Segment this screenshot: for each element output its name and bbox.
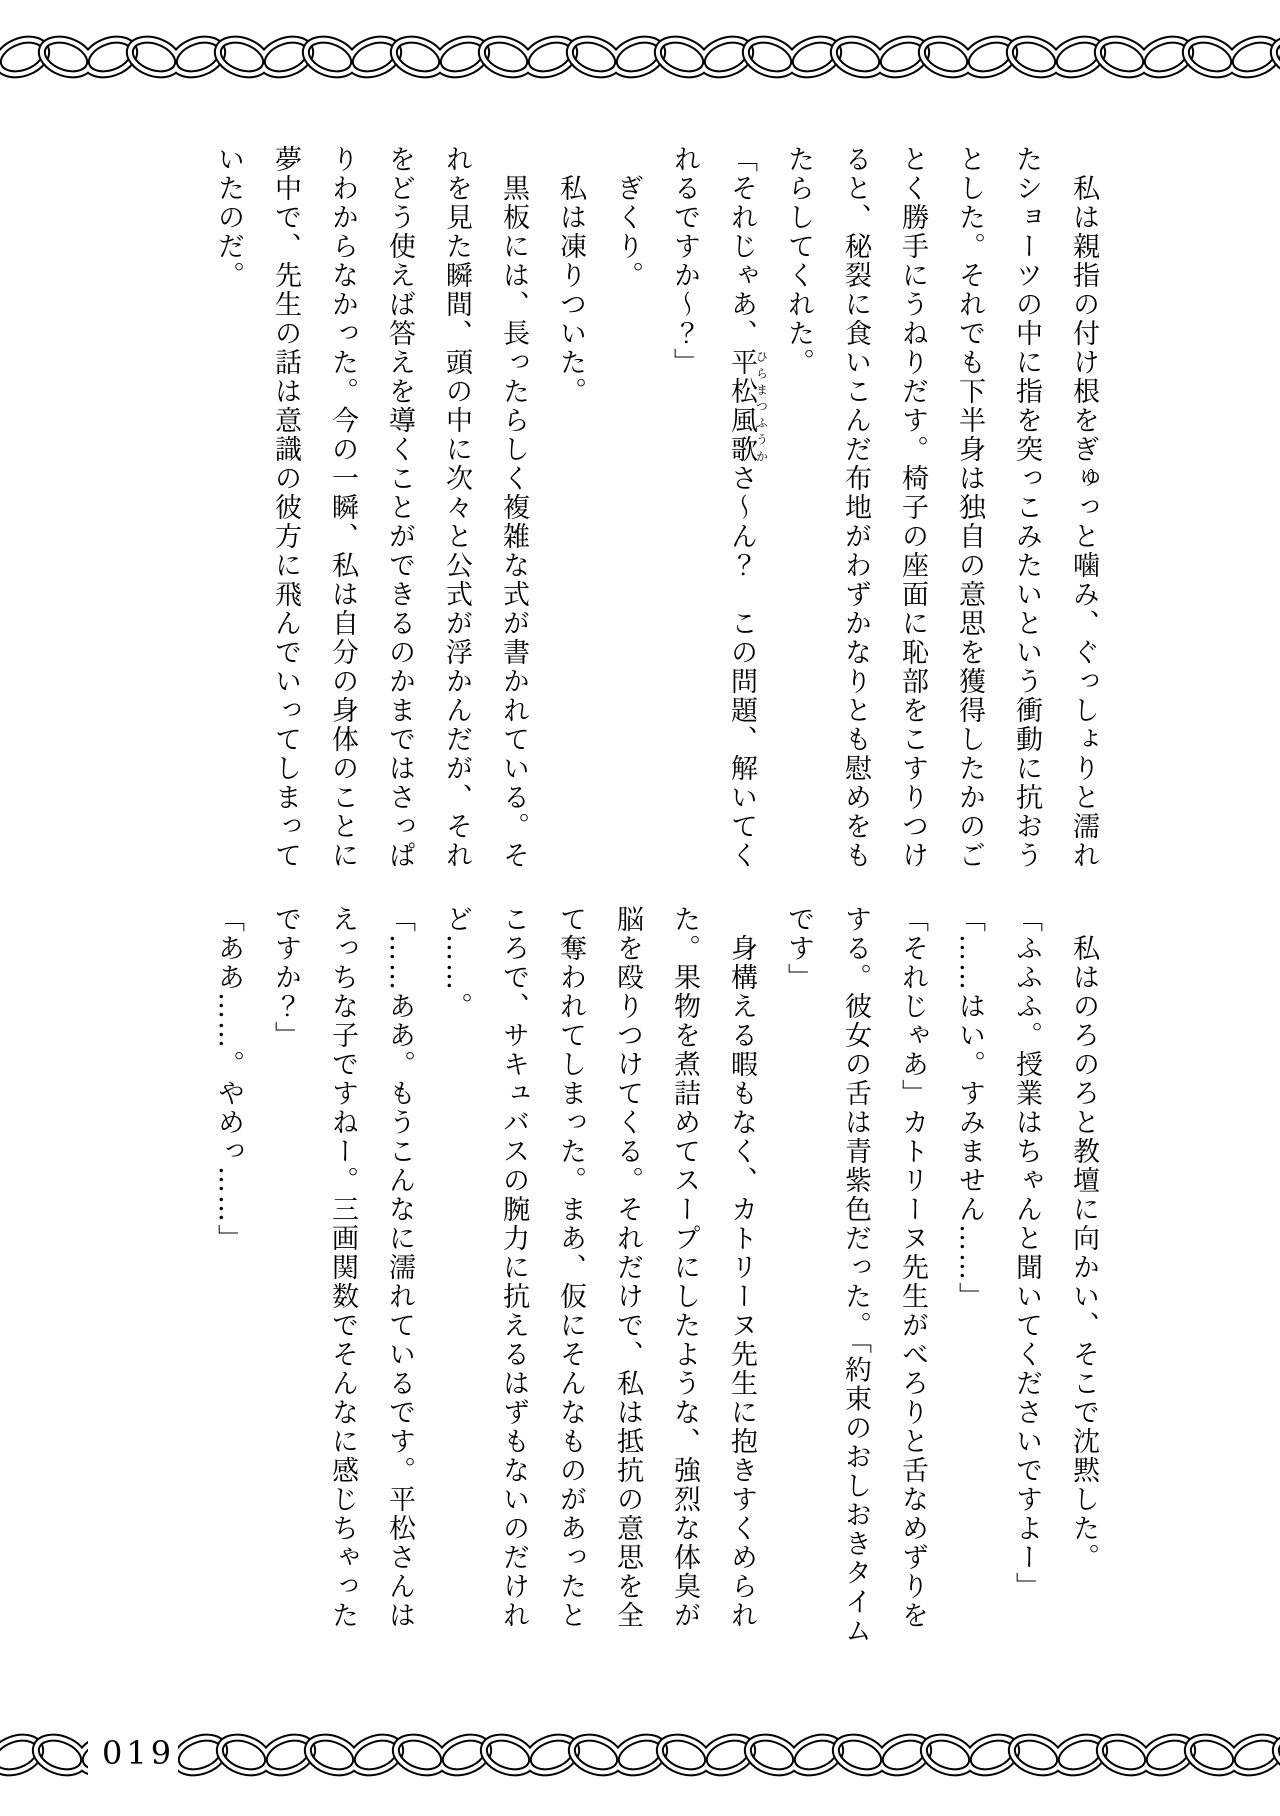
page-number: 019 (102, 1734, 176, 1772)
text-line: た。果物を煮詰めてスープにしたような、強烈な体臭が (669, 905, 700, 1630)
text-line: する。彼女の舌は青紫色だった。「約束のおしおきタイム (840, 905, 871, 1646)
text-line: 夢中で、先生の話は意識の彼方に飛んでいってしまって (270, 145, 301, 870)
text-line: て奪われてしまった。まあ、仮にそんなものがあったと (555, 905, 586, 1630)
text-line: 「それじゃあ」カトリーヌ先生がべろりと舌なめずりを (897, 905, 928, 1630)
text-line: 私は凍りついた。 (555, 174, 586, 406)
text-line: です」 (783, 905, 814, 992)
text-line: 「ふふふ。授業はちゃんと聞いてくださいですよー」 (1011, 905, 1042, 1601)
text-line: 「それじゃあ、平松風歌ひらまつふうかさ〜ん？ この問題、解いてく (726, 145, 769, 870)
text-line: ころで、サキュバスの腕力に抗えるはずもないのだけれ (498, 905, 529, 1630)
text-line: 「ああ……。やめっ……」 (213, 905, 244, 1253)
top-text-block (200, 145, 1112, 872)
text-line: いたのだ。 (213, 145, 244, 290)
text-line: りわからなかった。今の一瞬、私は自分の身体のことに (327, 145, 358, 870)
chain-ornament-bottom-left (0, 1728, 88, 1782)
text-line: 脳を殴りつけてくる。それだけで、私は抵抗の意思を全 (612, 905, 643, 1630)
text-line: とした。それでも下半身は独自の意思を獲得したかのご (954, 145, 985, 870)
text-line: 「……ああ。もうこんなに濡れているです。平松さんは (384, 905, 415, 1630)
text-line: 私はのろのろと教壇に向かい、そこで沈黙した。 (1068, 934, 1099, 1572)
text-line: ですか？」 (270, 905, 301, 1050)
text-line: たらしてくれた。 (783, 145, 814, 377)
text-line: れるですか〜？」 (669, 145, 700, 377)
text-line: をどう使えば答えを導くことができるのかまではさっぱ (384, 145, 415, 870)
ruby-annotated-name: 平松風歌ひらまつふうか (726, 348, 769, 464)
text-line: 黒板には、長ったらしく複雑な式が書かれている。そ (498, 174, 529, 870)
text-line: 「……はい。すみません……」 (954, 905, 985, 1311)
text-line: えっちな子ですねー。三画関数でそんなに感じちゃった (327, 905, 358, 1630)
bottom-text-block (200, 905, 1112, 1646)
text-line: 私は親指の付け根をぎゅっと噛み、ぐっしょりと濡れ (1068, 174, 1099, 870)
chain-ornament-top (0, 30, 1280, 84)
text-line: れを見た瞬間、頭の中に次々と公式が浮かんだが、それ (441, 145, 472, 870)
text-line: とく勝手にうねりだす。椅子の座面に恥部をこすりつけ (897, 145, 928, 870)
text-line: ぎくり。 (612, 174, 643, 290)
text-line: ると、秘裂に食いこんだ布地がわずかなりとも慰めをも (840, 145, 871, 870)
text-line: たショーツの中に指を突っこみたいという衝動に抗おう (1011, 145, 1042, 870)
text-line: 身構える暇もなく、カトリーヌ先生に抱きすくめられ (726, 934, 757, 1630)
text-line: ど……。 (441, 905, 472, 1021)
chain-ornament-bottom-right (178, 1728, 1280, 1782)
